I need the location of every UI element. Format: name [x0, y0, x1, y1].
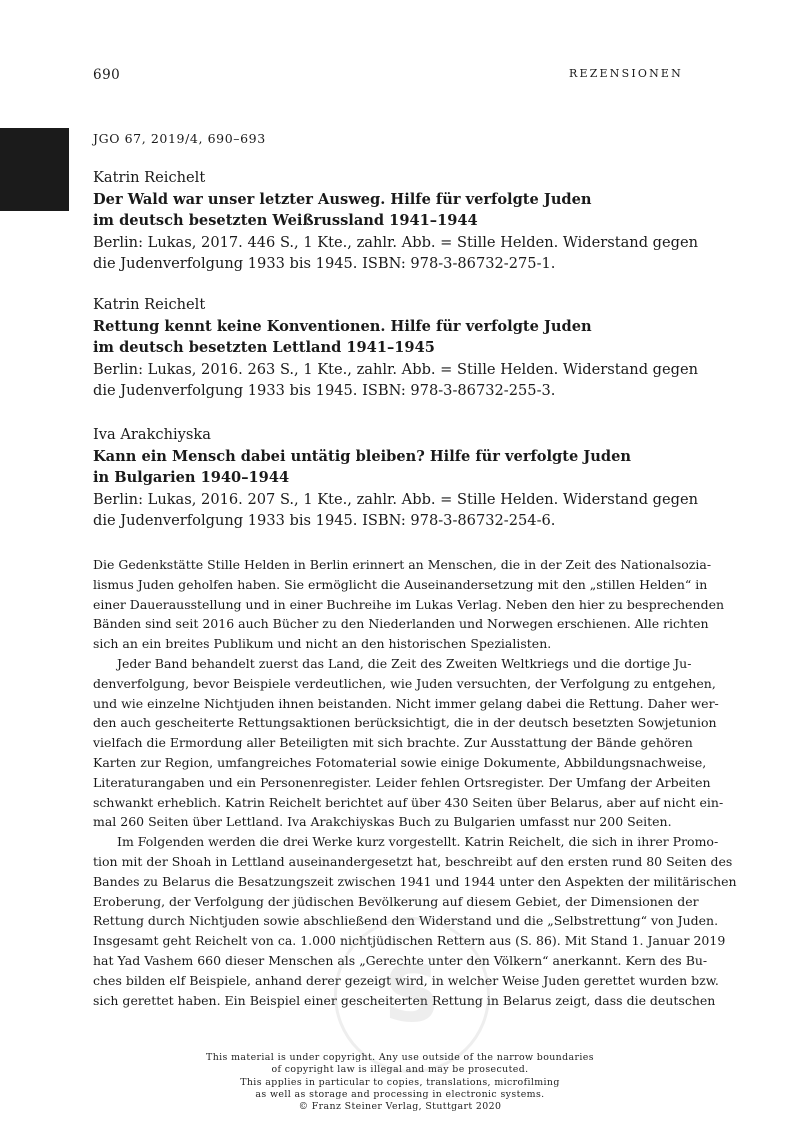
body-line: Karten zur Region, umfangreiches Fotomaterial sowie einige Dokumente, Abbildungsnachweise,: [93, 754, 707, 770]
journal-citation: JGO 67, 2019/4, 690–693: [93, 131, 266, 146]
copyright-line: as well as storage and processing in electronic systems.: [255, 1088, 545, 1100]
body-line: sich an ein breites Publikum und nicht an den historischen Spezialisten.: [93, 636, 552, 652]
book-author: Iva Arakchiyska: [93, 426, 211, 443]
margin-tab-marker: [0, 128, 69, 211]
book-details-line: die Judenverfolgung 1933 bis 1945. ISBN: 978-3-86732-254-6.: [93, 512, 556, 530]
book-title-line: im deutsch besetzten Weißrussland 1941–1944: [93, 212, 478, 230]
body-line: sich gerettet haben. Ein Beispiel einer gescheiterten Rettung in Belarus zeigt, dass die deutschen: [93, 992, 716, 1008]
body-line: Insgesamt geht Reichelt von ca. 1.000 nichtjüdischen Rettern aus (S. 86). Mit Stand 1. Januar 2019: [93, 933, 726, 949]
body-line: lismus Juden geholfen haben. Sie ermöglicht die Auseinandersetzung mit den „stillen Helden“ in: [93, 576, 708, 592]
body-line: tion mit der Shoah in Lettland auseinandergesetzt hat, beschreibt auf den ersten rund 80 Seiten des: [93, 853, 733, 869]
body-line: Jeder Band behandelt zuerst das Land, die Zeit des Zweiten Weltkriegs und die dortige Ju-: [117, 655, 692, 671]
body-line: vielfach die Ermordung aller Beteiligten mit sich brachte. Zur Ausstattung der Bände gehören: [93, 735, 693, 751]
body-line: Bandes zu Belarus die Besatzungszeit zwischen 1941 und 1944 unter den Aspekten der militärischen: [93, 873, 737, 889]
book-title-line: im deutsch besetzten Lettland 1941–1945: [93, 339, 435, 357]
copyright-line: This applies in particular to copies, translations, microfilming: [240, 1076, 560, 1088]
book-details-line: Berlin: Lukas, 2017. 446 S., 1 Kte., zahlr. Abb. = Stille Helden. Widerstand gegen: [93, 233, 699, 251]
copyright-line: This material is under copyright. Any use outside of the narrow boundaries: [206, 1052, 594, 1063]
body-line: und wie einzelne Nichtjuden ihnen beistanden. Nicht immer gelang dabei die Rettung. Daher wer-: [93, 695, 719, 711]
book-entry-3: [93, 424, 733, 532]
copyright-notice: [0, 1052, 800, 1113]
body-line: Literaturangaben und ein Personenregister. Leider fehlen Ortsregister. Der Umfang der Arbeiten: [93, 774, 711, 790]
body-line: denverfolgung, bevor Beispiele verdeutlichen, wie Juden versuchten, der Verfolgung zu entgehen,: [93, 675, 716, 691]
page-number: 690: [93, 67, 121, 83]
book-details-line: Berlin: Lukas, 2016. 263 S., 1 Kte., zahlr. Abb. = Stille Helden. Widerstand gegen: [93, 360, 699, 378]
body-line: Bänden sind seit 2016 auch Bücher zu den Niederlanden und Norwegen erschienen. Alle richten: [93, 616, 709, 632]
book-entry-2: [93, 294, 733, 402]
body-line: Die Gedenkstätte Stille Helden in Berlin erinnert an Menschen, die in der Zeit des Nationalsozia-: [93, 557, 712, 572]
copyright-line: © Franz Steiner Verlag, Stuttgart 2020: [298, 1101, 502, 1113]
publisher-watermark-logo: S: [334, 917, 490, 1073]
book-details-line: die Judenverfolgung 1933 bis 1945. ISBN: 978-3-86732-275-1.: [93, 255, 556, 273]
body-line: hat Yad Vashem 660 dieser Menschen als „Gerechte unter den Völkern“ anerkannt. Kern des Bu-: [93, 952, 708, 968]
body-line: schwankt erheblich. Katrin Reichelt berichtet auf über 430 Seiten über Belarus, aber auf nicht ein-: [93, 794, 724, 810]
body-line: Eroberung, der Verfolgung der jüdischen Bevölkerung auf diesem Gebiet, der Dimensionen der: [93, 893, 699, 909]
body-line: einer Dauerausstellung und in einer Buchreihe im Lukas Verlag. Neben den hier zu besprechenden: [93, 596, 725, 612]
book-title-line: in Bulgarien 1940–1944: [93, 469, 290, 487]
body-line: Im Folgenden werden die drei Werke kurz vorgestellt. Katrin Reichelt, die sich in ihrer Promo-: [117, 834, 719, 850]
body-line: den auch gescheiterte Rettungsaktionen berücksichtigt, die in der deutsch besetzten Sowjetunion: [93, 715, 717, 731]
section-heading: REZENSIONEN: [569, 67, 683, 80]
book-details-line: Berlin: Lukas, 2016. 207 S., 1 Kte., zahlr. Abb. = Stille Helden. Widerstand gegen: [93, 490, 699, 508]
book-author: Katrin Reichelt: [93, 296, 206, 313]
book-title-line: Rettung kennt keine Konventionen. Hilfe für verfolgte Juden: [93, 317, 592, 335]
body-line: Rettung durch Nichtjuden sowie abschließend den Widerstand und die „Selbstrettung“ von Juden.: [93, 913, 719, 929]
copyright-line: of copyright law is illegal and may be prosecuted.: [271, 1064, 529, 1076]
book-entry-1: [93, 167, 733, 275]
book-author: Katrin Reichelt: [93, 169, 206, 186]
book-title-line: Kann ein Mensch dabei untätig bleiben? Hilfe für verfolgte Juden: [93, 447, 631, 465]
body-line: ches bilden elf Beispiele, anhand derer gezeigt wird, in welcher Weise Juden gerettet wurden bzw.: [93, 972, 719, 988]
body-line: mal 260 Seiten über Lettland. Iva Arakchiyskas Buch zu Bulgarien umfasst nur 200 Seiten.: [93, 814, 672, 830]
book-title-line: Der Wald war unser letzter Ausweg. Hilfe für verfolgte Juden: [93, 190, 592, 208]
book-details-line: die Judenverfolgung 1933 bis 1945. ISBN: 978-3-86732-255-3.: [93, 382, 556, 400]
